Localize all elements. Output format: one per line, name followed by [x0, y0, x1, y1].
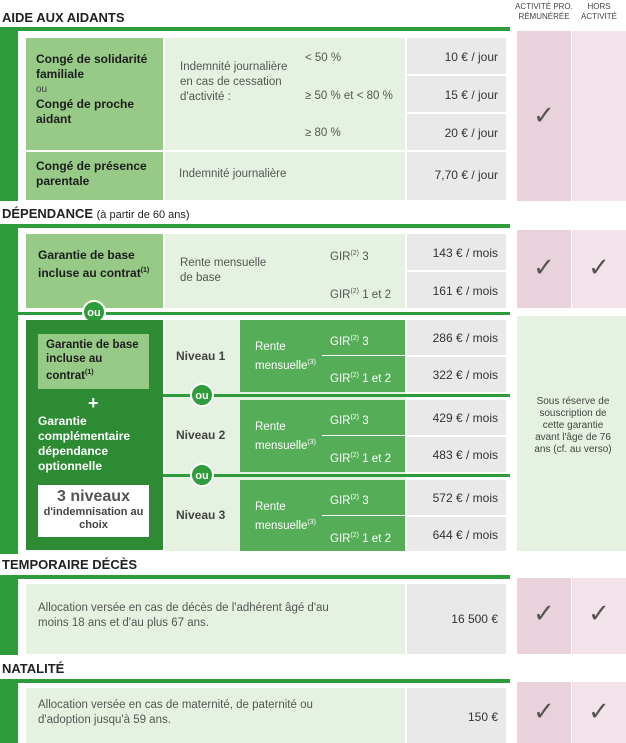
amount-cell: 572 € / mois [407, 480, 506, 515]
garantie-base-inner: Garantie de base incluse au contrat$^{(1)}$ [38, 334, 149, 389]
niveaux-box: 3 niveaux d'indemnisation au choix [38, 485, 149, 537]
check-icon: ✓ [588, 252, 610, 282]
col-hors-header: HORS ACTIVITÉ [580, 2, 617, 21]
indemnite-label: Indemnité journalière en cas de cessation d'activité : [180, 61, 288, 103]
separator-line [163, 474, 510, 477]
amount-cell: 286 € / mois [407, 320, 506, 355]
garantie-base-box: Garantie de base incluse au contrat$^{(1)}$ [26, 234, 163, 308]
check-icon: ✓ [533, 252, 555, 282]
separator-line [163, 394, 510, 397]
check-icon: ✓ [533, 598, 555, 628]
check-icon: ✓ [533, 696, 555, 726]
gir3-label: GIR$^{(2)}$ 3 [330, 250, 369, 263]
section-line [0, 679, 510, 683]
niveau-label: Niveau 2 [176, 428, 226, 442]
gir-divider [322, 515, 406, 516]
compl-label: Garantie complémentaire dépendance optionnelle [38, 414, 131, 473]
section-bar [0, 679, 18, 743]
gir3-label: GIR$^{(2)}$ 3 [330, 494, 369, 507]
section-title-aidants: AIDE AUX AIDANTS [2, 10, 125, 25]
amount-cell: 483 € / mois [407, 437, 506, 472]
conge-parentale-box: Congé de présence parentale [26, 152, 163, 200]
niveau-label: Niveau 1 [176, 349, 226, 363]
amount-cell: 15 € / jour [407, 76, 506, 112]
gir12-label: GIR$^{(2)}$ 1 et 2 [330, 452, 391, 465]
gir12-label: GIR$^{(2)}$ 1 et 2 [330, 532, 391, 545]
ou-badge: ou [190, 463, 214, 487]
amount-cell: 143 € / mois [407, 234, 506, 270]
col-hors-bg [572, 31, 626, 201]
natalite-text-box: Allocation versée en cas de maternité, de paternité ou d'adoption jusqu'à 59 ans. [26, 688, 405, 743]
section-line [0, 224, 510, 228]
check-icon: ✓ [533, 100, 555, 130]
gir3-label: GIR$^{(2)}$ 3 [330, 414, 369, 427]
deces-text-box: Allocation versée en cas de décès de l'adhérent âgé d'au moins 18 ans et d'au plus 67 ans. [26, 584, 405, 654]
amount-cell: 644 € / mois [407, 517, 506, 551]
reserve-text: Sous réserve de souscription de cette garantie avant l'âge de 76 ans (cf. au verso) [534, 396, 612, 455]
section-bar [0, 27, 18, 201]
amount-cell: 150 € [407, 688, 506, 743]
amount-cell: 7,70 € / jour [407, 152, 506, 200]
amount-cell: 20 € / jour [407, 114, 506, 150]
section-bar [0, 575, 18, 655]
indemnite2-box: Indemnité journalière [165, 152, 405, 200]
gir-divider [322, 435, 406, 436]
rente-label: Rente mensuelle$^{(3)}$ [255, 421, 316, 452]
rente-label: Rente mensuelle$^{(3)}$ [255, 341, 316, 372]
section-bar [0, 224, 18, 554]
amount-cell: 429 € / mois [407, 400, 506, 435]
check-icon: ✓ [588, 696, 610, 726]
ou-badge: ou [190, 383, 214, 407]
amount-cell: 161 € / mois [407, 272, 506, 308]
plus-sign: + [88, 393, 99, 413]
gir-divider [322, 355, 406, 356]
check-icon: ✓ [588, 598, 610, 628]
section-title-deces: TEMPORAIRE DÉCÈS [2, 557, 138, 572]
gir12-label: GIR$^{(2)}$ 1 et 2 [330, 372, 391, 385]
gir3-label: GIR$^{(2)}$ 3 [330, 335, 369, 348]
conge-solidarite-box: Congé de solidarité familiale ou Congé de proche aidant [26, 38, 163, 150]
ou-badge: ou [82, 300, 106, 324]
amount-cell: 322 € / mois [407, 357, 506, 392]
col-activite-header: ACTIVITÉ PRO. RÉMUNÉRÉE [515, 2, 573, 21]
niveau-label: Niveau 3 [176, 508, 226, 522]
amount-cell: 10 € / jour [407, 38, 506, 74]
gir12-label: GIR$^{(2)}$ 1 et 2 [330, 288, 391, 301]
rente-base-label: Rente mensuelle de base [180, 257, 267, 284]
section-line [0, 27, 510, 31]
section-title-natalite: NATALITÉ [2, 661, 65, 676]
section-line [0, 575, 510, 579]
amount-cell: 16 500 € [407, 584, 506, 654]
section-title-dependance: DÉPENDANCE (à partir de 60 ans) [2, 206, 190, 221]
rente-label: Rente mensuelle$^{(3)}$ [255, 501, 316, 532]
